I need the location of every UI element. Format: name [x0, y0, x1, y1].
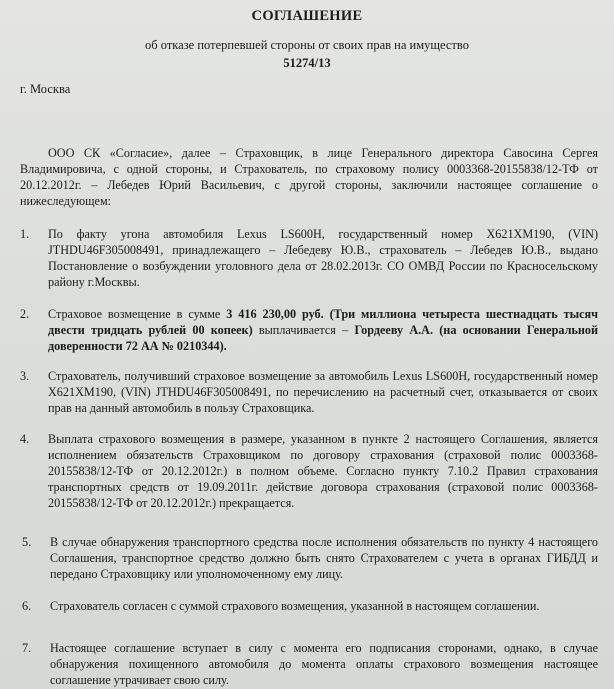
payee: Гордееву А.А. (на основании Генеральной доверенности 72 АА № 0210344). — [48, 323, 598, 353]
payment-amount: 3 416 230,00 руб. (Три миллиона четыреста шестнадцать тысяч двести тридцать рублей 00 копеек) — [48, 307, 598, 337]
clause-number: 4. — [20, 432, 30, 446]
clause-number: 2. — [20, 307, 30, 321]
clause-text: По факту угона автомобиля Lexus LS600H, государственный номер X621XM190, (VIN) JTHDU46F305008491, принадлежащего – Лебедеву Ю.В., страхователь – Лебедев Ю.В., выдано Постановление о возбуждении уголовного дела от 28.02.2013г. СО ОМВД России по Красносельскому району г.Москвы. — [48, 227, 598, 289]
clause-text-part: Страховое возмещение в сумме — [48, 307, 227, 321]
clause-text: Выплата страхового возмещения в размере, указанном в пункте 2 настоящего Соглашения, является исполнением обязательств Страховщиком по договору страхования (страховой полис 0003368-20155838/12-ТФ от 20.12.2012г.) в полном объеме. Согласно пункту 7.10.2 Правил страхования транспортных средств от 19.09.2011г. действие договора страхования (страховой полис 0003368-20155838/12-ТФ от 20.12.2012г.) прекращается. — [48, 432, 598, 510]
clause-text-part: выплачивается – — [252, 323, 355, 337]
clause-number: 7. — [22, 641, 32, 655]
clause-text: Страхователь согласен с суммой страхового возмещения, указанной в настоящем соглашении. — [50, 599, 540, 613]
clause-number: 3. — [20, 369, 30, 383]
intro-paragraph: ООО СК «Согласие», далее – Страховщик, в лице Генерального директора Савосина Сергея Владимировича, с одной стороны, и Страхователь, по страховому полису 0003368-20155838/12-ТФ от 20.12.2012г. – Лебедев Юрий Васильевич, с другой стороны, заключили настоящее соглашение о нижеследующем: — [20, 146, 598, 208]
clause-text: Страхователь, получивший страховое возмещение за автомобиль Lexus LS600H, государственный номер X621XM190, (VIN) JTHDU46F305008491, по перечислению на расчетный счет, отказывается от своих прав на данный автомобиль в пользу Страховщика. — [48, 369, 598, 415]
document-title: СОГЛАШЕНИЕ — [251, 8, 363, 24]
clause-text: В случае обнаружения транспортного средства после исполнения обязательств по пункту 4 настоящего Соглашения, транспортное средство должно быть снято Страхователем с учета в органах ГИБДД и передано Страховщику или уполномоченному ему лицу. — [50, 535, 598, 581]
clause-text — [48, 306, 598, 354]
clause-number: 1. — [20, 227, 30, 241]
clause-text: Настоящее соглашение вступает в силу с момента его подписания сторонами, однако, в случае обнаружения похищенного автомобиля до момента оплаты страхового возмещения настоящее соглашение утрачивает свою силу. — [50, 641, 598, 687]
clause-number: 6. — [22, 599, 32, 613]
clause-number: 5. — [22, 535, 32, 549]
document-number: 51274/13 — [283, 56, 331, 70]
document-subtitle: об отказе потерпевшей стороны от своих прав на имущество — [145, 38, 469, 52]
document-city: г. Москва — [20, 82, 71, 96]
